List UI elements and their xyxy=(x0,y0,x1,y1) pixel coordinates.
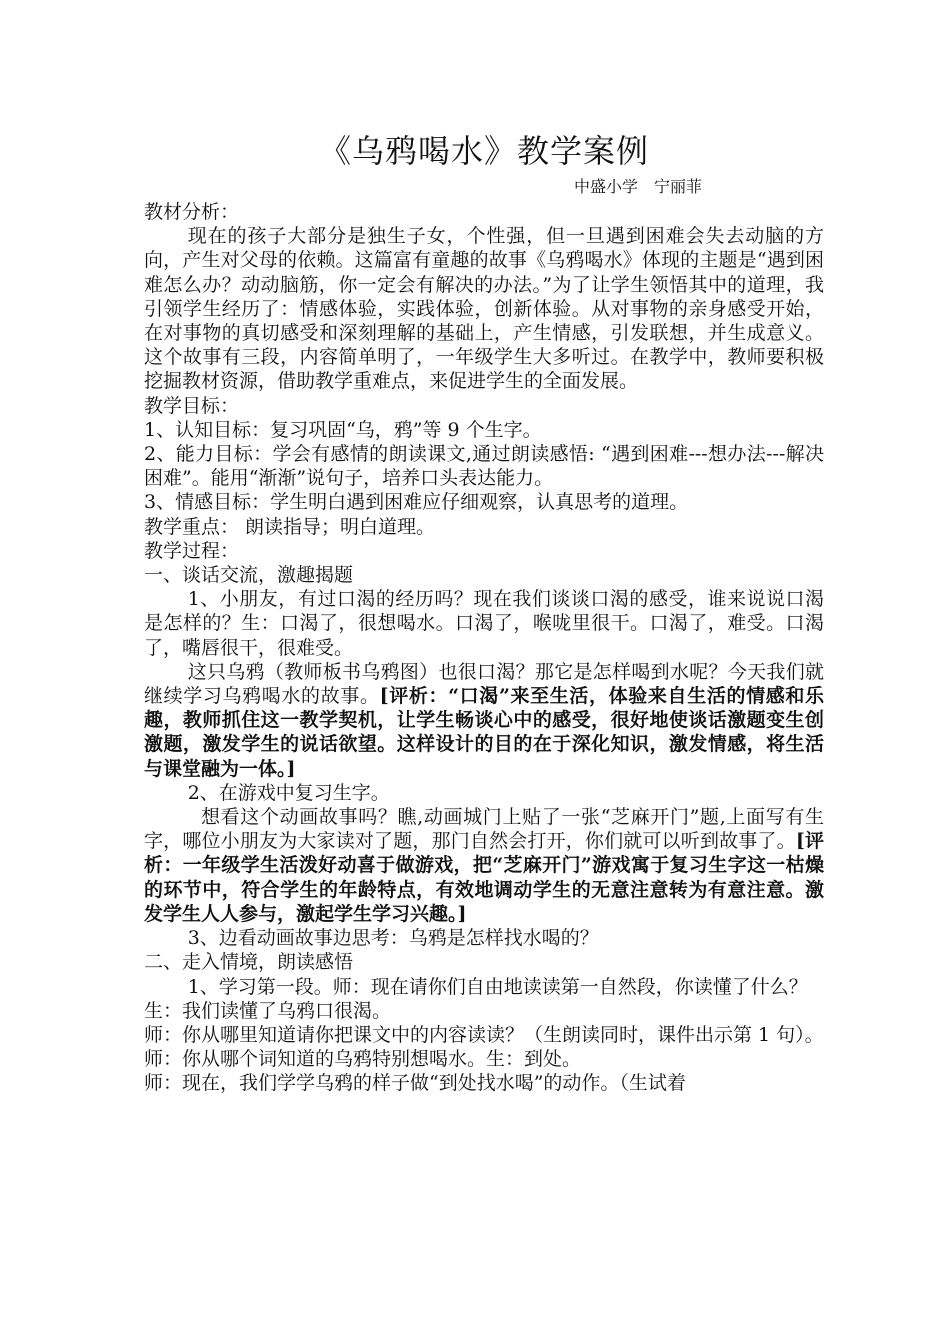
section-2-paragraph-4: 师：你从哪个词知道的乌鸦特别想喝水。生：到处。 xyxy=(144,1048,582,1071)
section-2-paragraph-5: 师：现在，我们学学乌鸦的样子做“到处找水喝”的动作。（生试着 xyxy=(144,1072,686,1095)
goal-item-2: 2、能力目标：学会有感情的朗读课文,通过朗读感悟: “遇到困难---想办法---解决困难”。能用“渐渐”说句子，培养口头表达能力。 xyxy=(144,443,824,490)
section-2-heading: 二、走入情境，朗读感悟 xyxy=(144,951,354,974)
goals-heading: 教学目标： xyxy=(144,394,240,417)
section-1-paragraph-4 xyxy=(144,805,824,926)
commentary-bold: [评析：“口渴”来至生活，体验来自生活的情感和乐趣，教师抓住这一教学契机，让学生畅谈心中的感受，很好地使谈话激题变生创激题，激发学生的说话欲望。这样设计的目的在于深化知识，激发情感，将生活与课堂融为一体。] xyxy=(144,685,824,780)
document-title: 《乌鸦喝水》教学案例 xyxy=(318,132,649,170)
section-1-paragraph-1: 1、小朋友，有过口渴的经历吗？现在我们谈谈口渴的感受，谁来说说口渴是怎样的？生：口渴了，很想喝水。口渴了，喉咙里很干。口渴了，难受。口渴了，嘴唇很干，很难受。 xyxy=(144,588,824,659)
section-1-paragraph-5: 3、边看动画故事边思考：乌鸦是怎样找水喝的？ xyxy=(187,927,599,950)
process-heading: 教学过程： xyxy=(144,539,240,562)
goal-item-3: 3、情感目标：学生明白遇到困难应仔细观察，认真思考的道理。 xyxy=(144,491,689,514)
section-2-paragraph-2: 生：我们读懂了乌鸦口很渴。 xyxy=(144,999,392,1022)
section-2-paragraph-1: 1、学习第一段。师：现在请你们自由地读读第一自然段，你读懂了什么？ xyxy=(187,975,808,998)
author-line: 中盛小学 宁丽菲 xyxy=(573,177,702,196)
section-2-paragraph-3: 师：你从哪里知道请你把课文中的内容读读？（生朗读同时，课件出示第 1 句）。 xyxy=(144,1023,824,1046)
paragraph-text: 想看这个动画故事吗？瞧,动画城门上贴了一张“芝麻开门”题,上面写有生字，哪位小朋友为大家读对了题，那门自然会打开，你们就可以听到故事了。 xyxy=(144,806,824,853)
goal-item-1: 1、认知目标：复习巩固“乌，鸦”等 9 个生字。 xyxy=(144,418,542,441)
analysis-heading: 教材分析： xyxy=(144,201,240,223)
section-1-heading: 一、谈话交流，激趣揭题 xyxy=(144,564,354,587)
document-page xyxy=(144,0,824,1096)
paragraph-text: 这只乌鸦（教师板书乌鸦图）也很口渴？那它是怎样喝到水呢？今天我们就继续学习乌鸦喝水的故事。 xyxy=(144,660,824,708)
analysis-paragraph: 现在的孩子大部分是独生子女，个性强，但一旦遇到困难会失去动脑的方向，产生对父母的依赖。这篇富有童趣的故事《乌鸦喝水》体现的主题是“遇到困难怎么办？动动脑筋，你一定会有解决的办法。”为了让学生领悟其中的道理，我引领学生经历了：情感体验，实践体验，创新体验。从对事物的亲身感受开始，在对事物的真切感受和深刻理解的基础上，产生情感，引发联想，并生成意义。这个故事有三段，内容简单明了，一年级学生大多听过。在教学中，教师要积极挖掘教材资源，借助教学重难点，来促进学生的全面发展。 xyxy=(144,225,824,393)
section-1-paragraph-2 xyxy=(144,660,824,781)
teaching-focus: 教学重点： 朗读指导；明白道理。 xyxy=(144,515,436,538)
section-1-paragraph-3: 2、在游戏中复习生字。 xyxy=(187,781,390,804)
commentary-bold: [评析：一年级学生活泼好动喜于做游戏，把“芝麻开门”游戏寓于复习生字这一枯燥的环节中，符合学生的年龄特点，有效地调动学生的无意注意转为有意注意。激发学生人人参与，激起学生学习兴趣。] xyxy=(144,830,824,925)
